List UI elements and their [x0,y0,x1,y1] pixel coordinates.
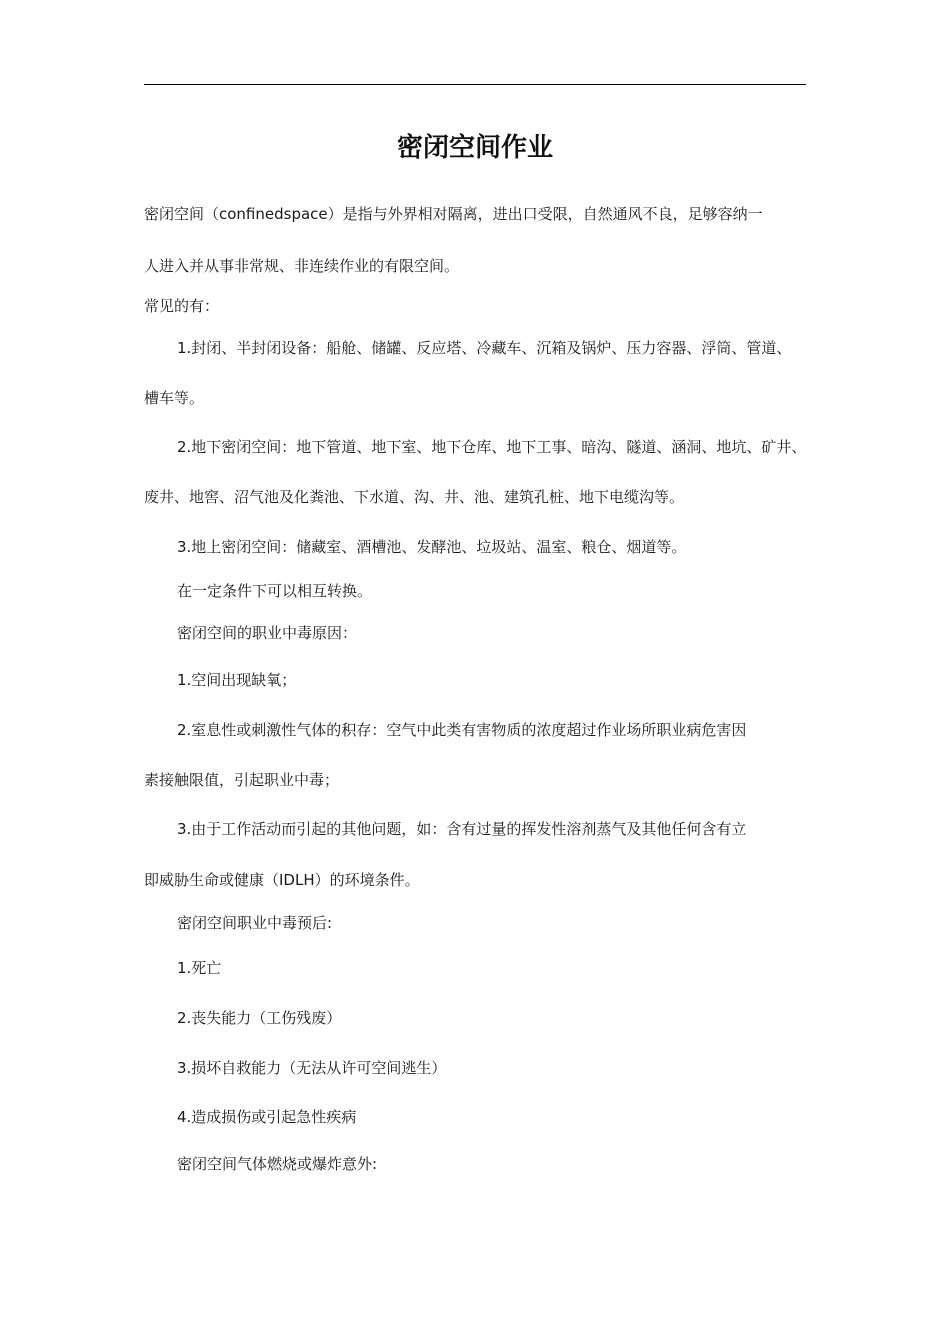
header-rule [144,84,806,85]
list-item: 1.封闭、半封闭设备：船舱、储罐、反应塔、冷藏车、沉箱及锅炉、压力容器、浮筒、管道、 [177,339,792,357]
list-item: 3.由于工作活动而引起的其他问题，如：含有过量的挥发性溶剂蒸气及其他任何含有立 [177,820,747,838]
list-item: 2.室息性或刺激性气体的积存：空气中此类有害物质的浓度超过作业场所职业病危害因 [177,721,747,739]
list-item: 1.死亡 [177,959,222,977]
paragraph-line: 在一定条件下可以相互转换。 [177,582,373,600]
paragraph-line: 即威胁生命或健康（IDLH）的环境条件。 [144,871,420,889]
paragraph-line: 废井、地窖、沼气池及化粪池、下水道、沟、井、池、建筑孔桩、地下电缆沟等。 [144,488,685,506]
list-item: 2.地下密闭空间：地下管道、地下室、地下仓库、地下工事、暗沟、隧道、涵洞、地坑、矿井、 [177,438,807,456]
paragraph-line: 常见的有： [144,297,220,315]
section-heading: 密闭空间气体燃烧或爆炸意外: [177,1155,378,1173]
paragraph-line: 槽车等。 [144,389,205,407]
section-heading: 密闭空间职业中毒预后: [177,914,333,932]
section-heading: 密闭空间的职业中毒原因： [177,624,358,642]
paragraph-line: 人进入并从事非常规、非连续作业的有限空间。 [144,257,460,275]
list-item: 1.空间出现缺氧； [177,671,297,689]
list-item: 3.地上密闭空间：储藏室、酒槽池、发酵池、垃圾站、温室、粮仓、烟道等。 [177,538,687,556]
list-item: 3.损坏自救能力（无法从许可空间逃生） [177,1059,447,1077]
paragraph-line: 密闭空间（confinedspace）是指与外界相对隔离，进出口受限，自然通风不良，足够容纳一 [144,205,763,223]
paragraph-line: 素接触限值，引起职业中毒； [144,771,340,789]
list-item: 2.丧失能力（工伤残废） [177,1009,342,1027]
list-item: 4.造成损伤或引起急性疾病 [177,1108,357,1126]
page-title: 密闭空间作业 [396,133,553,163]
